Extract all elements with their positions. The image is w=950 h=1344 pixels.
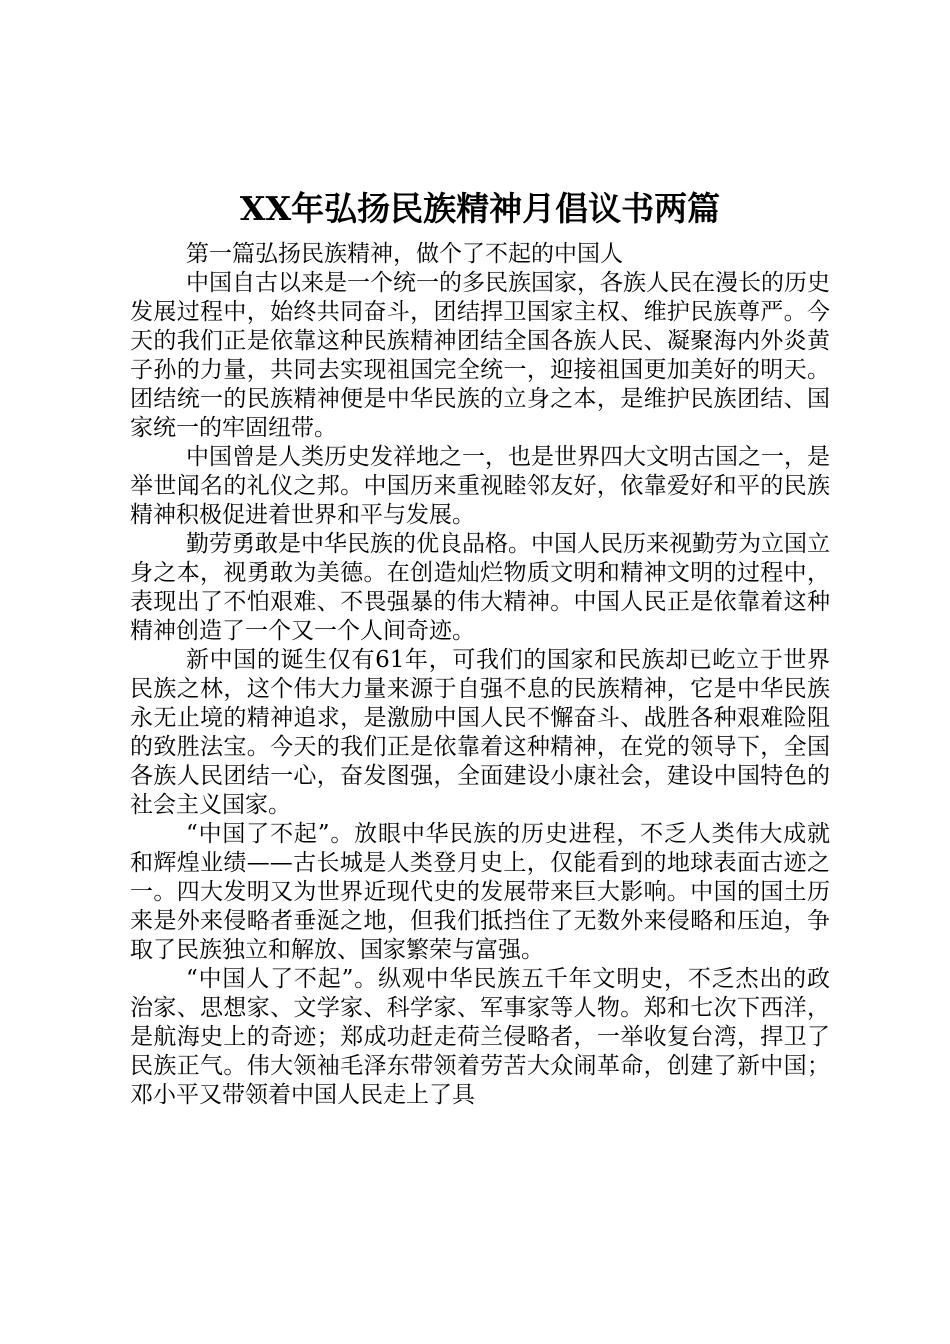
paragraph-2: 中国曾是人类历史发祥地之一，也是世界四大文明古国之一，是举世闻名的礼仪之邦。中国历来重视睦邻友好，依靠爱好和平的民族精神积极促进着世界和平与发展。	[130, 444, 830, 528]
paragraph-1: 中国自古以来是一个统一的多民族国家，各族人民在漫长的历史发展过程中，始终共同奋斗，团结捍卫国家主权、维护民族尊严。今天的我们正是依靠这种民族精神团结全国各族人民、凝聚海内外炎黄子孙的力量，共同去实现祖国完全统一，迎接祖国更加美好的明天。团结统一的民族精神便是中华民族的立身之本，是维护民族团结、国家统一的牢固纽带。	[130, 270, 830, 441]
document-title: XX年弘扬民族精神月倡议书两篇	[239, 189, 721, 228]
paragraph-3: 勤劳勇敢是中华民族的优良品格。中国人民历来视勤劳为立国立身之本，视勇敢为美德。在创造灿烂物质文明和精神文明的过程中，表现出了不怕艰难、不畏强暴的伟大精神。中国人民正是依靠着这种精神创造了一个又一个人间奇迹。	[130, 531, 830, 644]
paragraph-5: “中国了不起”。放眼中华民族的历史进程，不乏人类伟大成就和辉煌业绩——古长城是人类登月史上，仅能看到的地球表面古迹之一。四大发明又为世界近现代史的发展带来巨大影响。中国的国土历来是外来侵略者垂涎之地，但我们抵挡住了无数外来侵略和压迫，争取了民族独立和解放、国家繁荣与富强。	[130, 821, 830, 963]
document-page	[130, 186, 830, 1110]
paragraph-6: “中国人了不起”。纵观中华民族五千年文明史，不乏杰出的政治家、思想家、文学家、科学家、军事家等人物。郑和七次下西洋，是航海史上的奇迹；郑成功赶走荷兰侵略者，一举收复台湾，捍卫了民族正气。伟大领袖毛泽东带领着劳苦大众闹革命，创建了新中国；邓小平又带领着中国人民走上了具	[130, 966, 830, 1108]
paragraph-4: 新中国的诞生仅有61年，可我们的国家和民族却已屹立于世界民族之林，这个伟大力量来源于自强不息的民族精神，它是中华民族永无止境的精神追求，是激励中国人民不懈奋斗、战胜各种艰难险阻的致胜法宝。今天的我们正是依靠着这种精神，在党的领导下，全国各族人民团结一心，奋发图强，全面建设小康社会，建设中国特色的社会主义国家。	[130, 647, 830, 818]
document-subtitle: 第一篇弘扬民族精神，做个了不起的中国人	[186, 241, 623, 267]
